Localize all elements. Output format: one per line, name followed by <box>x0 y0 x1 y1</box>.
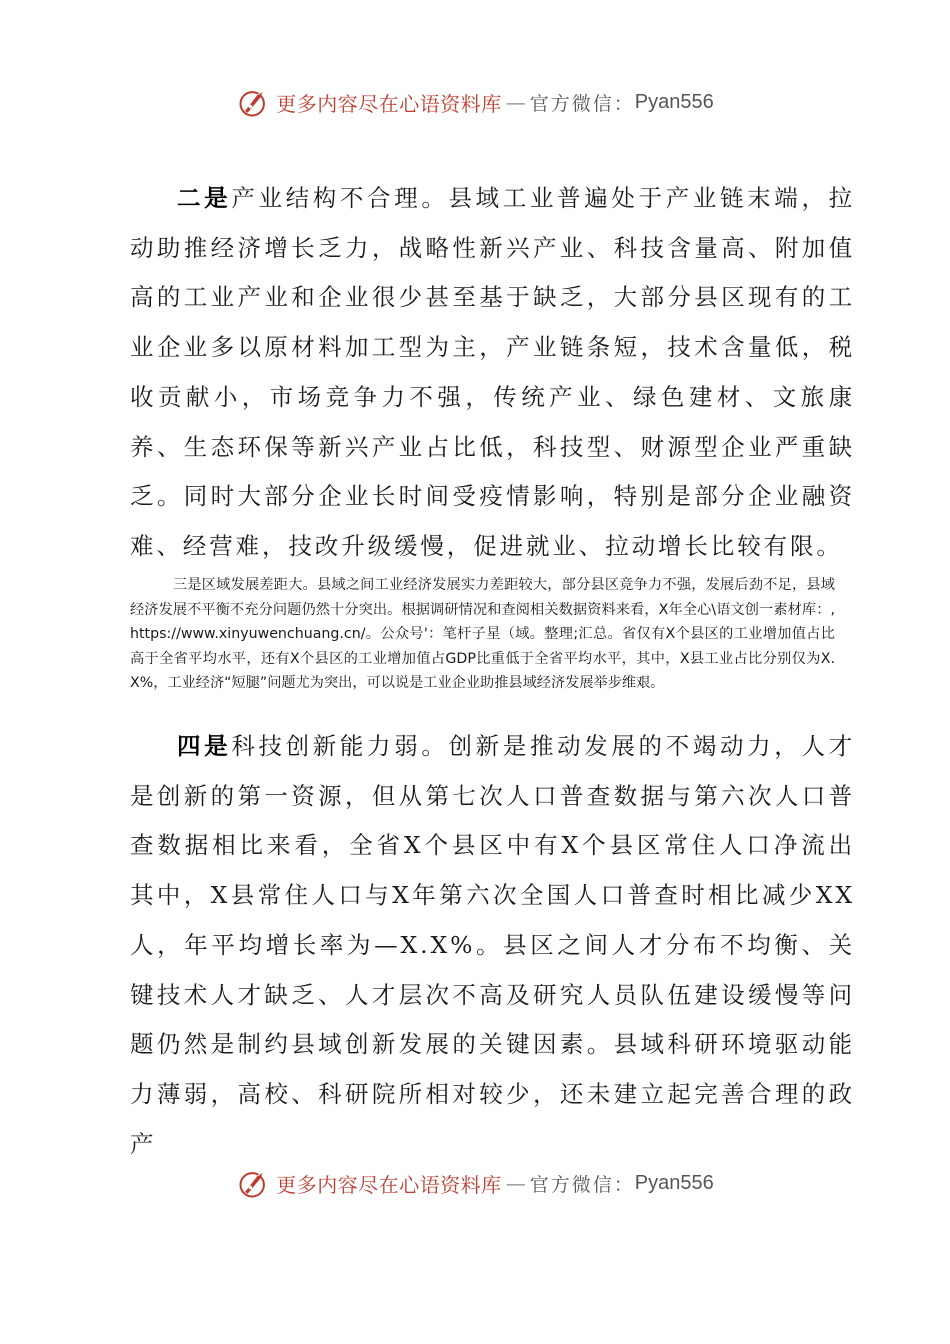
paragraph-two <box>130 174 855 572</box>
paragraph-two-lead: 二是 <box>177 184 232 212</box>
banner-title: 更多内容尽在心语资料库 <box>276 1172 502 1197</box>
header-banner <box>0 82 950 122</box>
paragraph-three: 三是区域发展差距大。县域之间工业经济发展实力差距较大，部分县区竞争力不强，发展后劲不足，县域经济发展不平衡不充分问题仍然十分突出。根据调研情况和查阅相关数据资料来看，X年全心\语文创一素材库：,https://www.xinyuwenchuang.cn/。公众号'：笔杆子星（域。整理;汇总。省仅有X个县区的工业增加值占比高于全省平均水平，还有X个县区的工业增加值占GDP比重低于全省平均水平，其中，X县工业占比分别仅为X.X%，工业经济“短腿”问题尤为突出，可以说是工业企业助推县域经济发展举步维艰。 <box>130 577 835 692</box>
pen-nib-logo-icon <box>236 84 272 120</box>
banner-title: 更多内容尽在心语资料库 <box>276 91 502 116</box>
banner-separator: — <box>505 1171 526 1195</box>
banner-wechat-id: Pyan556 <box>634 1171 714 1194</box>
pen-nib-logo-icon <box>236 1165 272 1201</box>
paragraph-four-lead: 四是 <box>177 732 232 760</box>
banner-wechat-id: Pyan556 <box>634 90 714 113</box>
paragraph-four-body: 科技创新能力弱。创新是推动发展的不竭动力，人才是创新的第一资源，但从第七次人口普查数据与第六次人口普查数据相比来看，全省X个县区中有X个县区常住人口净流出其中，X县常住人口与X年第六次全国人口普查时相比减少XX人，年平均增长率为—X.X%。县区之间人才分布不均衡、关键技术人才缺乏、人才层次不高及研究人员队伍建设缓慢等问题仍然是制约县域创新发展的关键因素。县域科研环境驱动能力薄弱，高校、科研院所相对较少，还未建立起完善合理的政产 <box>130 732 855 1158</box>
paragraph-four <box>130 722 855 1169</box>
footer-banner <box>0 1163 950 1203</box>
banner-separator: — <box>505 90 526 114</box>
paragraph-two-body: 产业结构不合理。县域工业普遍处于产业链末端，拉动助推经济增长乏力，战略性新兴产业、科技含量高、附加值高的工业产业和企业很少甚至基于缺乏，大部分县区现有的工业企业多以原材料加工型为主，产业链条短，技术含量低，税收贡献小，市场竞争力不强，传统产业、绿色建材、文旅康养、生态环保等新兴产业占比低，科技型、财源型企业严重缺乏。同时大部分企业长时间受疫情影响，特别是部分企业融资难、经营难，技改升级缓慢，促进就业、拉动增长比较有限。 <box>130 184 855 560</box>
banner-wechat-label: 官方微信： <box>529 92 635 115</box>
banner-wechat-label: 官方微信： <box>529 1173 635 1196</box>
